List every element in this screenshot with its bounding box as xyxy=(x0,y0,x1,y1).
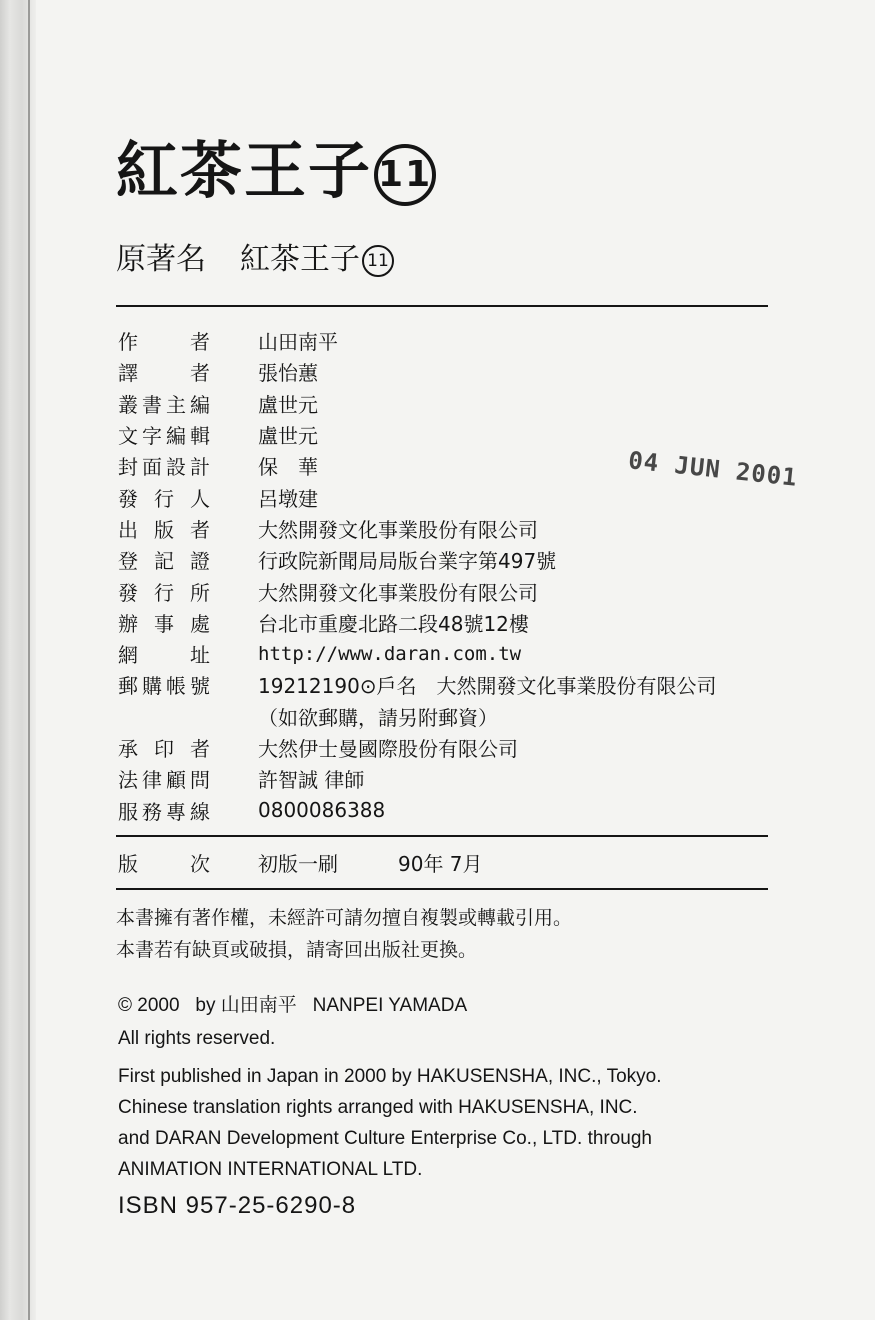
credit-label-char: 主 xyxy=(166,392,186,417)
credit-value: 盧世元 xyxy=(258,392,318,417)
credit-label-char: 帳 xyxy=(166,674,186,699)
divider-top xyxy=(116,305,768,307)
edition-printing: 初版一刷 xyxy=(258,852,338,876)
credit-label xyxy=(118,639,210,668)
credit-label xyxy=(118,451,210,480)
credit-row xyxy=(118,481,798,512)
credit-label-char: 者 xyxy=(190,517,210,542)
credit-label xyxy=(118,608,210,637)
credit-label-char: 購 xyxy=(142,674,162,699)
credit-row xyxy=(118,669,798,700)
credit-label xyxy=(118,357,210,386)
credit-row xyxy=(118,544,798,575)
credit-label-char: 編 xyxy=(190,392,210,417)
credit-value: 0800086388 xyxy=(258,798,386,823)
credit-label-char: 者 xyxy=(190,737,210,761)
credit-label xyxy=(118,483,210,512)
credit-row xyxy=(118,638,798,669)
credit-label-char: 行 xyxy=(154,580,174,605)
credit-row xyxy=(118,388,798,419)
credit-value: http://www.daran.com.tw xyxy=(258,642,522,665)
original-title xyxy=(116,242,394,277)
credit-label-char: 作 xyxy=(118,330,138,355)
defect-notice: 本書若有缺頁或破損，請寄回出版社更換。 xyxy=(116,939,478,961)
credit-label-char: 事 xyxy=(154,611,174,636)
credit-row xyxy=(118,419,798,450)
credit-value: 保 華 xyxy=(258,455,318,480)
credit-label-char: 辦 xyxy=(118,611,138,636)
credit-label-char: 務 xyxy=(142,799,162,824)
credit-label-char: 發 xyxy=(118,580,138,605)
publication-line-3: and DARAN Development Culture Enterprise Co., LTD. through xyxy=(118,1128,653,1149)
credit-value: 行政院新聞局局版台業字第497號 xyxy=(258,549,557,574)
isbn: ISBN 957-25-6290-8 xyxy=(118,1192,357,1219)
publication-line-1: First published in Japan in 2000 by HAKUSENSHA, INC., Tokyo. xyxy=(118,1066,662,1087)
credit-label-char: 登 xyxy=(118,549,138,574)
original-title-text: 紅茶王子 xyxy=(240,242,360,277)
credit-label-char: 法 xyxy=(118,768,138,793)
credit-label-char: 書 xyxy=(142,392,162,417)
credit-row xyxy=(118,732,798,763)
credit-label-char: 者 xyxy=(190,330,210,355)
credit-label xyxy=(118,577,210,606)
credit-label xyxy=(118,796,210,825)
credit-value: 台北市重慶北路二段48號12樓 xyxy=(258,611,529,636)
credit-label-char: 印 xyxy=(154,737,174,761)
volume-number-circled: 11 xyxy=(374,144,436,206)
credit-label-char: 承 xyxy=(118,737,138,761)
credit-label-char: 記 xyxy=(154,549,174,574)
credit-label-char: 律 xyxy=(142,768,162,793)
credit-label-char: 線 xyxy=(190,799,210,824)
credit-value: 大然開發文化事業股份有限公司 xyxy=(258,580,538,605)
credit-label-char: 編 xyxy=(166,424,186,449)
credit-row xyxy=(118,356,798,387)
credit-label xyxy=(118,420,210,449)
edition-row xyxy=(118,848,483,877)
credit-label-char: 叢 xyxy=(118,392,138,417)
credit-label-char: 址 xyxy=(190,643,210,668)
credit-label-char: 輯 xyxy=(190,424,210,449)
credit-row xyxy=(118,607,798,638)
credit-value: 張怡蕙 xyxy=(258,361,318,386)
credit-label xyxy=(118,326,210,355)
credit-label-char: 人 xyxy=(190,486,210,511)
copyright-author-cjk: 山田南平 xyxy=(220,994,297,1016)
copyright-author-en: NANPEI YAMADA xyxy=(312,995,468,1016)
credit-label-char: 發 xyxy=(118,486,138,511)
credit-label-char: 郵 xyxy=(118,674,138,699)
divider-bottom xyxy=(116,888,768,890)
credit-row xyxy=(118,325,798,356)
edition-label-char: 次 xyxy=(190,852,210,876)
credit-label xyxy=(118,389,210,418)
credit-label-char: 者 xyxy=(190,361,210,386)
credit-label-char: 譯 xyxy=(118,361,138,386)
credit-label-char: 號 xyxy=(190,674,210,699)
edition-label-char: 版 xyxy=(118,852,138,876)
publication-line-2: Chinese translation rights arranged with HAKUSENSHA, INC. xyxy=(118,1097,638,1118)
credit-label xyxy=(118,670,210,699)
credit-label-char: 證 xyxy=(190,549,210,574)
credit-row xyxy=(118,575,798,606)
credit-label-char: 服 xyxy=(118,799,138,824)
credit-value: 呂墩建 xyxy=(258,486,318,511)
credit-value: 山田南平 xyxy=(258,330,338,355)
original-volume-circled: 11 xyxy=(362,245,394,277)
date-stamp: 04 JUN 2001 xyxy=(627,446,799,492)
credit-value: 許智誠 律師 xyxy=(258,768,365,793)
credit-label-char: 文 xyxy=(118,424,138,449)
credit-label-char: 設 xyxy=(166,455,186,480)
copyright-by: by xyxy=(195,995,216,1016)
credit-label-char: 字 xyxy=(142,424,162,449)
credit-row xyxy=(118,794,798,825)
rights-reserved: All rights reserved. xyxy=(118,1028,276,1049)
credit-label-char: 處 xyxy=(190,611,210,636)
credit-label xyxy=(118,514,210,543)
credits-list xyxy=(118,325,798,826)
copyright-year: © 2000 xyxy=(118,995,180,1016)
credit-label-char: 面 xyxy=(142,455,162,480)
credit-label-char: 封 xyxy=(118,455,138,480)
credit-label-char: 顧 xyxy=(166,768,186,793)
credit-label xyxy=(118,764,210,793)
credit-row xyxy=(118,513,798,544)
credit-value: 大然伊士曼國際股份有限公司 xyxy=(258,737,518,761)
credit-label-char: 專 xyxy=(166,799,186,824)
credit-label-char: 版 xyxy=(154,517,174,542)
credit-value: 19212190⊙戶名 大然開發文化事業股份有限公司 xyxy=(258,674,717,699)
book-title xyxy=(116,134,436,207)
credit-label-char: 行 xyxy=(154,486,174,511)
book-title-text: 紅茶王子 xyxy=(116,134,373,207)
credit-label-char: 出 xyxy=(118,517,138,542)
credit-label-char: 計 xyxy=(190,455,210,480)
copyright-line xyxy=(118,990,467,1017)
edition-date: 90年 7月 xyxy=(398,852,483,876)
divider-middle xyxy=(116,835,768,837)
credit-label xyxy=(118,545,210,574)
credit-row xyxy=(118,763,798,794)
credit-value: （如欲郵購，請另附郵資） xyxy=(258,705,498,730)
credit-label xyxy=(118,733,210,762)
edition-label xyxy=(118,848,210,877)
copyright-notice: 本書擁有著作權，未經許可請勿擅自複製或轉載引用。 xyxy=(116,907,573,929)
credit-row xyxy=(118,701,798,732)
publication-line-4: ANIMATION INTERNATIONAL LTD. xyxy=(118,1159,423,1180)
credit-label-char: 所 xyxy=(190,580,210,605)
credit-value: 大然開發文化事業股份有限公司 xyxy=(258,517,538,542)
credit-label-char: 問 xyxy=(190,768,210,793)
credit-value: 盧世元 xyxy=(258,424,318,449)
original-title-label: 原著名 xyxy=(116,242,206,277)
credit-label-char: 網 xyxy=(118,643,138,668)
